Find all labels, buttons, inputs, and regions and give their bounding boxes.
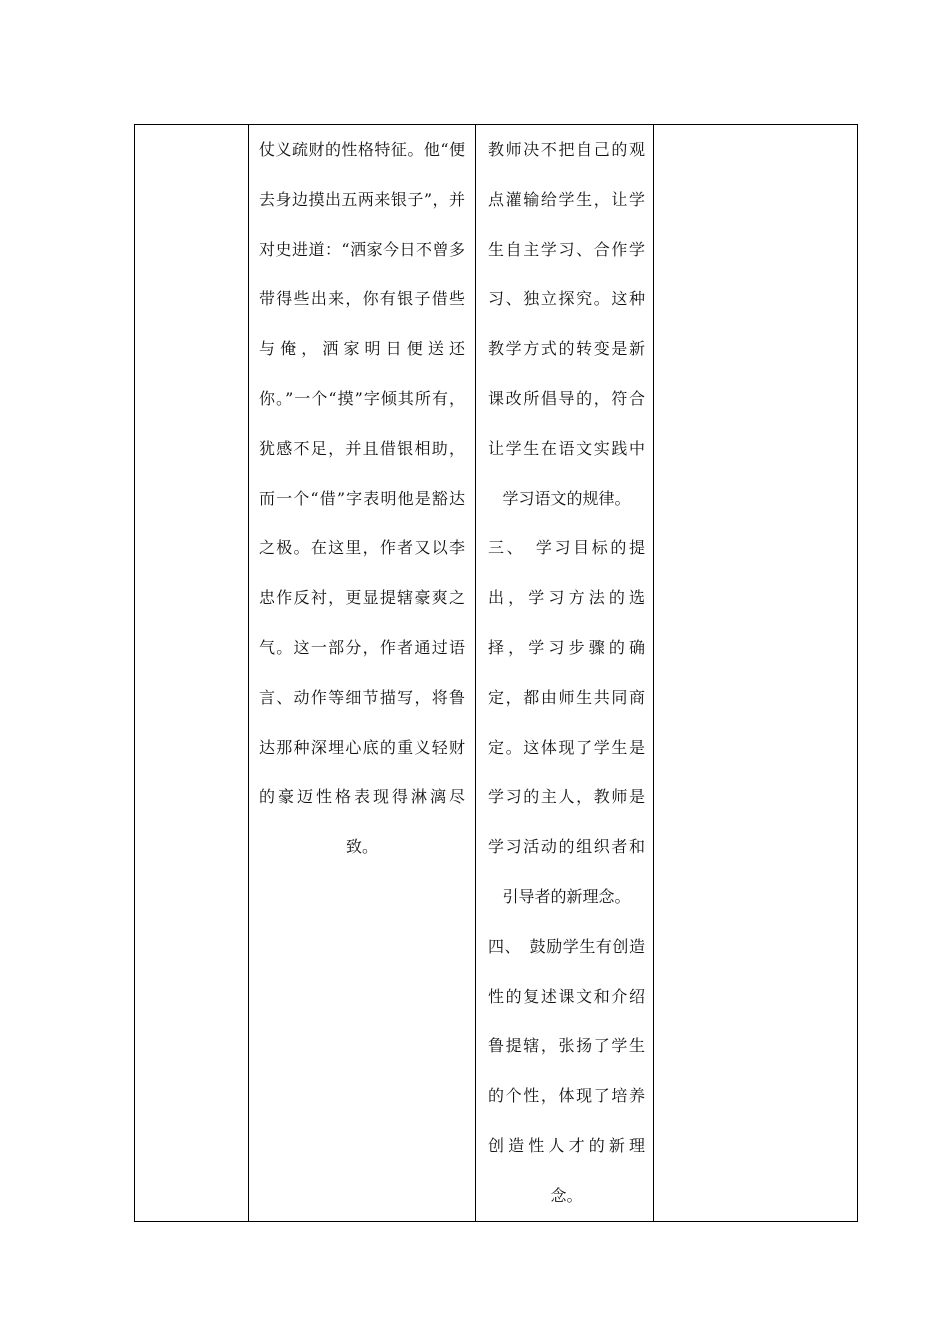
analysis-text: 仗义疏财的性格特征。他“便去身边摸出五两来银子”，并对史进道：“洒家今日不曾多带得些出来，你有银子借些与俺，洒家明日便送还你。”一个“摸”字倾其所有，犹感不足，并且借银相助，而一个“借”字表明他是豁达之极。在这里，作者又以李忠作反衬，更显提辖豪爽之气。这一部分，作者通过语言、动作等细节描写，将鲁达那种深埋心底的重义轻财的豪迈性格表现得淋漓尽致。 bbox=[259, 140, 465, 857]
table-row bbox=[135, 125, 858, 1222]
table-cell-commentary bbox=[476, 125, 654, 1222]
table-cell-empty-right bbox=[654, 125, 858, 1222]
commentary-paragraph-2: 三、 学习目标的提出，学习方法的选择，学习步骤的确定，都由师生共同商定。这体现了学生是学习的主人，教师是学习活动的组织者和引导者的新理念。 bbox=[488, 538, 645, 906]
commentary-paragraph-3: 四、 鼓励学生有创造性的复述课文和介绍鲁提辖，张扬了学生的个性，体现了培养创造性人才的新理念。 bbox=[488, 936, 645, 1205]
table-cell-empty-left bbox=[135, 125, 249, 1222]
table-cell-analysis bbox=[249, 125, 476, 1222]
lesson-plan-table bbox=[134, 124, 858, 1222]
commentary-paragraph-1: 教师决不把自己的观点灌输给学生，让学生自主学习、合作学习、独立探究。这种教学方式的转变是新课改所倡导的，符合让学生在语文实践中学习语文的规律。 bbox=[488, 140, 645, 508]
